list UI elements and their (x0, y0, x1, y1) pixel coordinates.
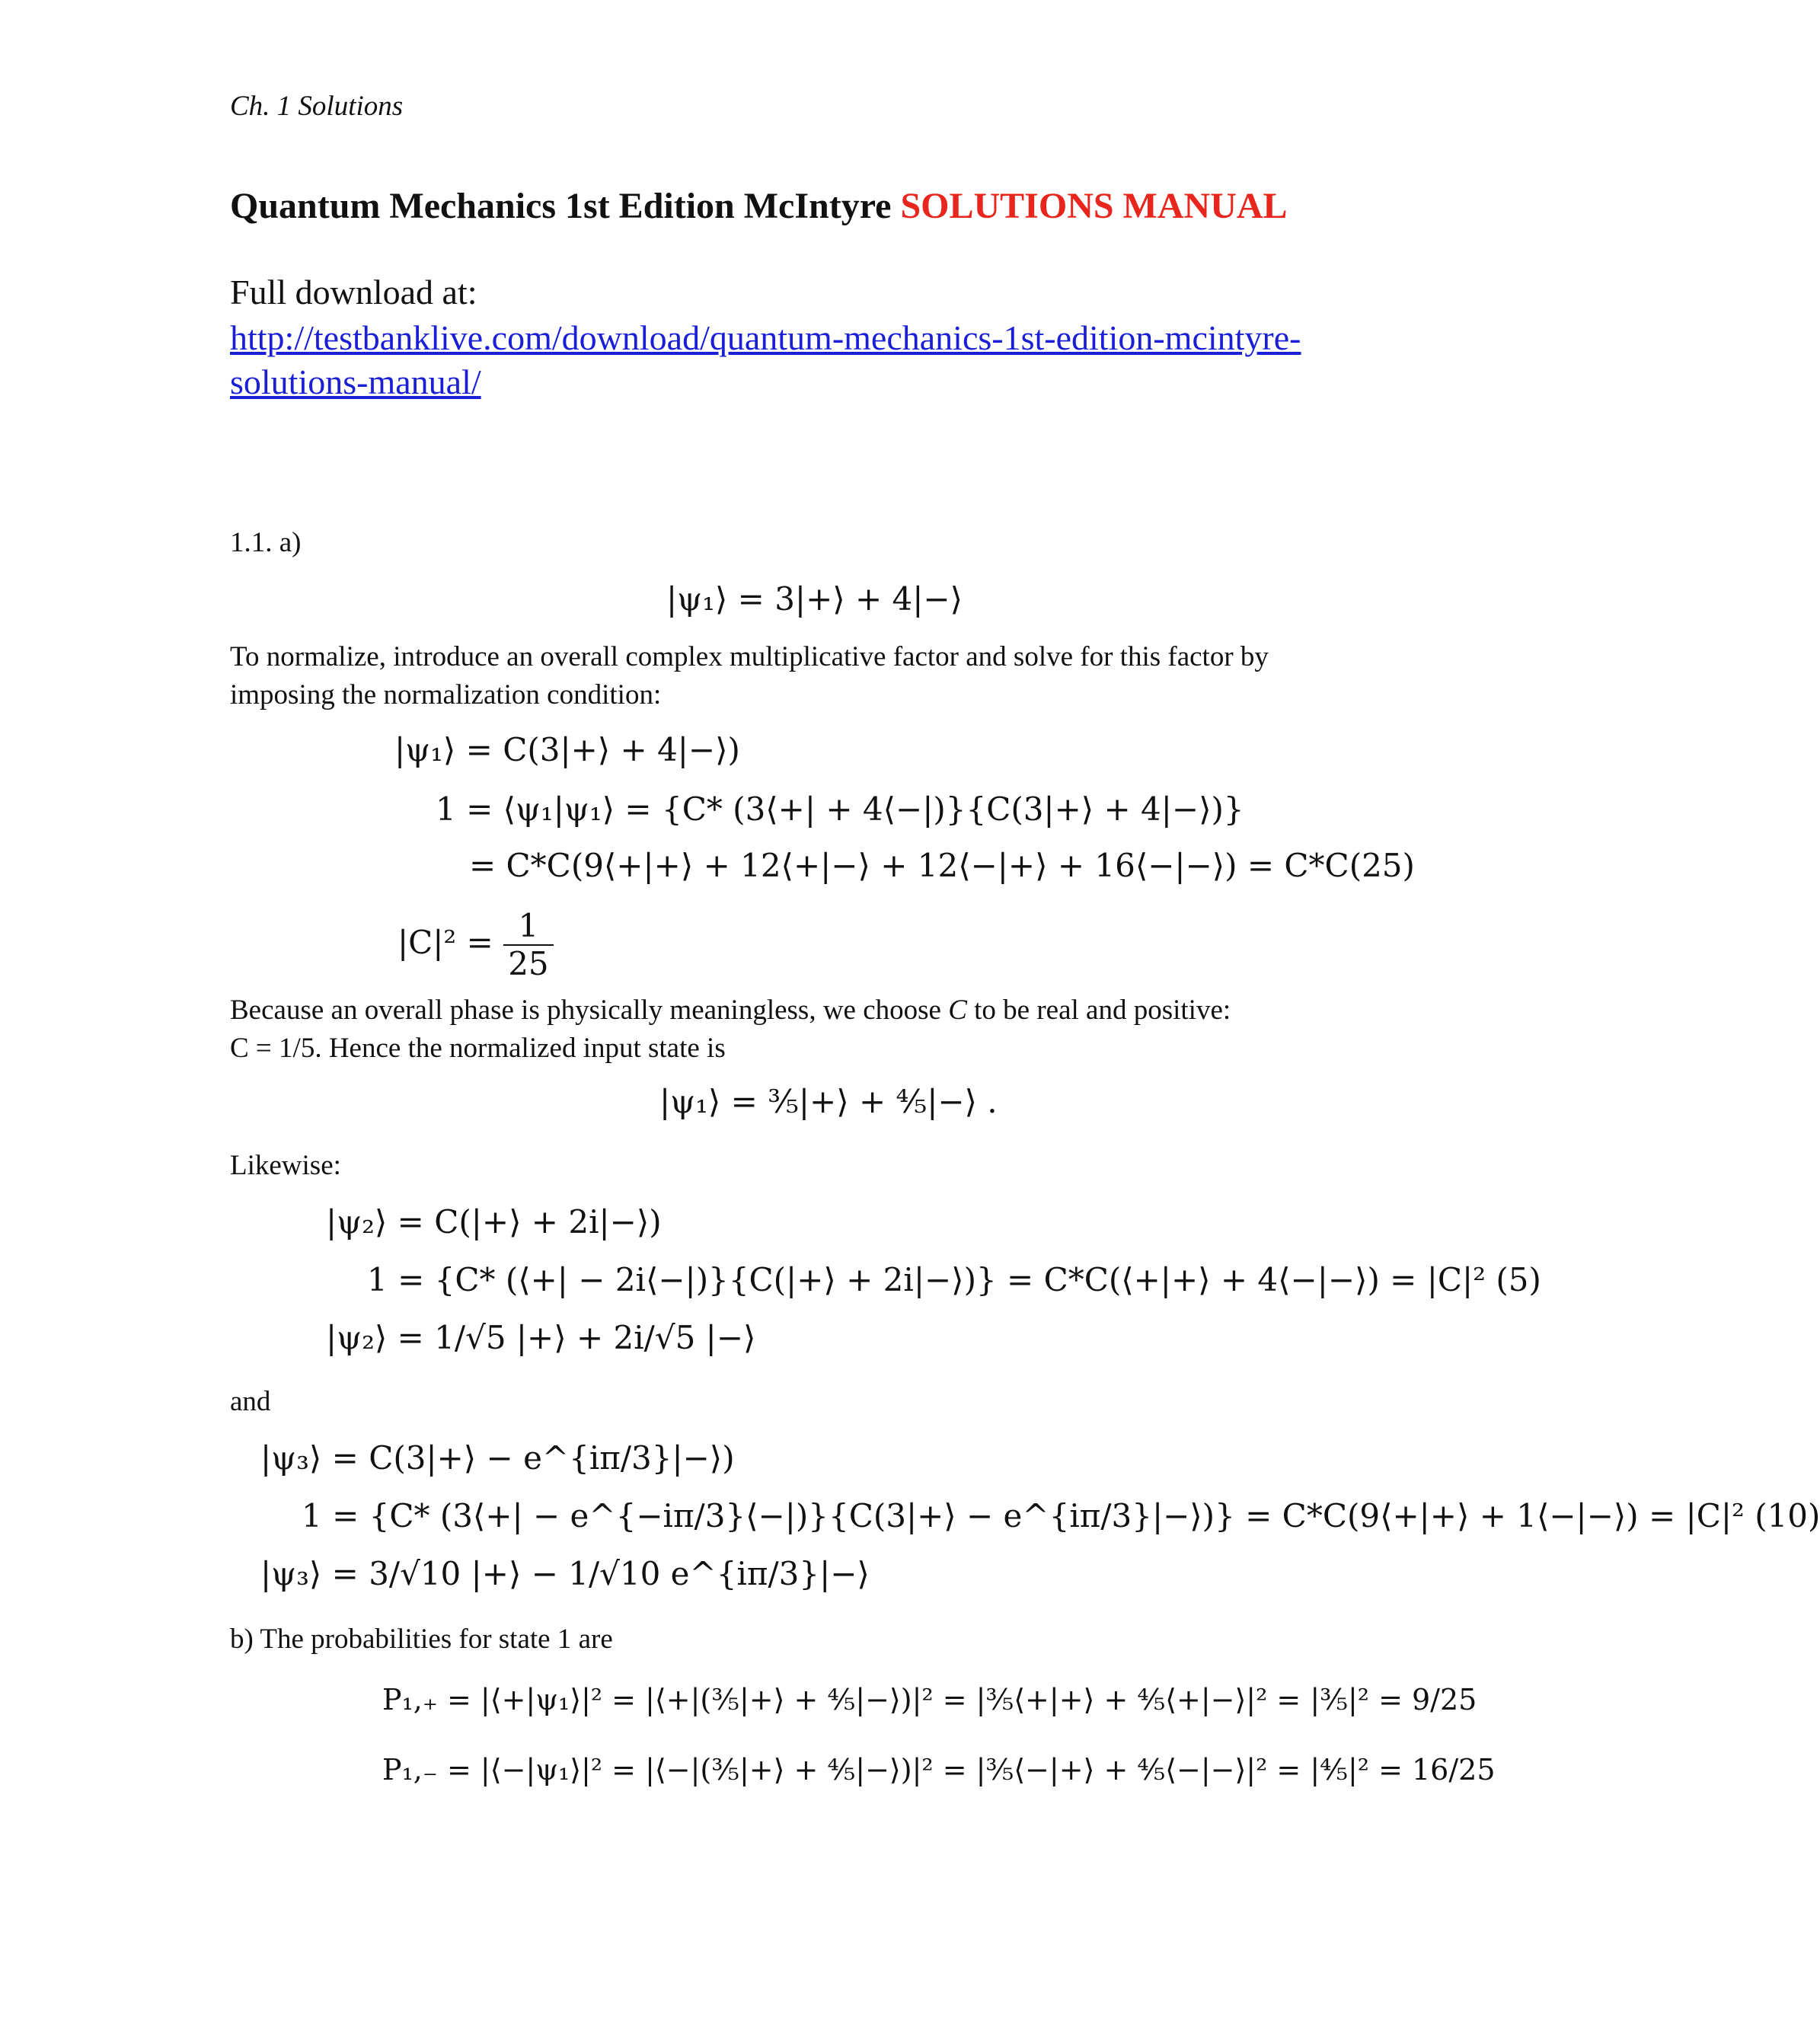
equation-p1-plus: P₁,₊ = |⟨+|ψ₁⟩|² = |⟨+|(³⁄₅|+⟩ + ⁴⁄₅|−⟩)|² = |³⁄₅⟨+|+⟩ + ⁴⁄₅⟨+|−⟩|² = |³⁄₅|² = 9/25 (382, 1683, 1477, 1716)
phase-paragraph (230, 991, 1357, 1068)
c-squared-numerator: 1 (503, 908, 553, 946)
phase-equation: C = 1/5 (230, 1033, 315, 1064)
phase-text-1: Because an overall phase is physically meaningless, we choose (230, 995, 949, 1026)
phase-var: C (948, 995, 967, 1026)
problem-1-1a-label: 1.1. a) (230, 527, 302, 558)
problem-1-1b-label: b) The probabilities for state 1 are (230, 1624, 613, 1655)
equation-c-squared (398, 908, 554, 982)
equation-norm-3: = C*C(9⟨+|+⟩ + 12⟨+|−⟩ + 12⟨−|+⟩ + 16⟨−|−⟩) = C*C(25) (469, 847, 1415, 884)
title-highlight: SOLUTIONS MANUAL (900, 186, 1288, 226)
equation-psi2-b: 1 = {C* (⟨+| − 2i⟨−|)}{C(|+⟩ + 2i|−⟩)} = C*C(⟨+|+⟩ + 4⟨−|−⟩) = |C|² (5) (367, 1261, 1541, 1298)
equation-psi3-b: 1 = {C* (3⟨+| − e^{−iπ/3}⟨−|)}{C(3|+⟩ − e^{iπ/3}|−⟩)} = C*C(9⟨+|+⟩ + 1⟨−|−⟩) = |C|² (10) (302, 1497, 1820, 1534)
c-squared-denominator: 25 (508, 945, 549, 982)
download-label: Full download at: (230, 273, 477, 311)
equation-psi2-c: |ψ₂⟩ = 1/√5 |+⟩ + 2i/√5 |−⟩ (326, 1319, 756, 1356)
page-header: Ch. 1 Solutions (230, 91, 404, 122)
equation-psi3-c: |ψ₃⟩ = 3/√10 |+⟩ − 1/√10 e^{iπ/3}|−⟩ (260, 1555, 870, 1592)
normalize-paragraph: To normalize, introduce an overall complex multiplicative factor and solve for this factor by imposing the normalization condition: (230, 641, 1269, 710)
equation-psi2-a: |ψ₂⟩ = C(|+⟩ + 2i|−⟩) (326, 1203, 662, 1240)
equation-p1-minus: P₁,₋ = |⟨−|ψ₁⟩|² = |⟨−|(³⁄₅|+⟩ + ⁴⁄₅|−⟩)|² = |³⁄₅⟨−|+⟩ + ⁴⁄₅⟨−|−⟩|² = |⁴⁄₅|² = 16/25 (382, 1753, 1496, 1787)
equation-psi1-normalized: |ψ₁⟩ = ³⁄₅|+⟩ + ⁴⁄₅|−⟩ . (659, 1083, 998, 1120)
download-link[interactable]: http://testbanklive.com/download/quantum-mechanics-1st-edition-mcintyre-solutions-manual/ (230, 318, 1301, 401)
phase-text-2: to be real and positive: (966, 995, 1231, 1026)
c-squared-lhs: |C|² = (398, 924, 493, 961)
equation-psi1: |ψ₁⟩ = 3|+⟩ + 4|−⟩ (666, 580, 963, 618)
equation-norm-2: 1 = ⟨ψ₁|ψ₁⟩ = {C* (3⟨+| + 4⟨−|)}{C(3|+⟩ + 4|−⟩)} (436, 790, 1244, 828)
c-squared-fraction (503, 908, 553, 982)
equation-norm-1: |ψ₁⟩ = C(3|+⟩ + 4|−⟩) (394, 731, 740, 768)
likewise-label: Likewise: (230, 1150, 341, 1181)
title-main: Quantum Mechanics 1st Edition McIntyre (230, 186, 901, 226)
equation-psi3-a: |ψ₃⟩ = C(3|+⟩ − e^{iπ/3}|−⟩) (260, 1439, 735, 1477)
phase-text-3: . Hence the normalized input state is (315, 1033, 726, 1064)
and-label: and (230, 1386, 271, 1417)
document-title (230, 184, 1372, 228)
